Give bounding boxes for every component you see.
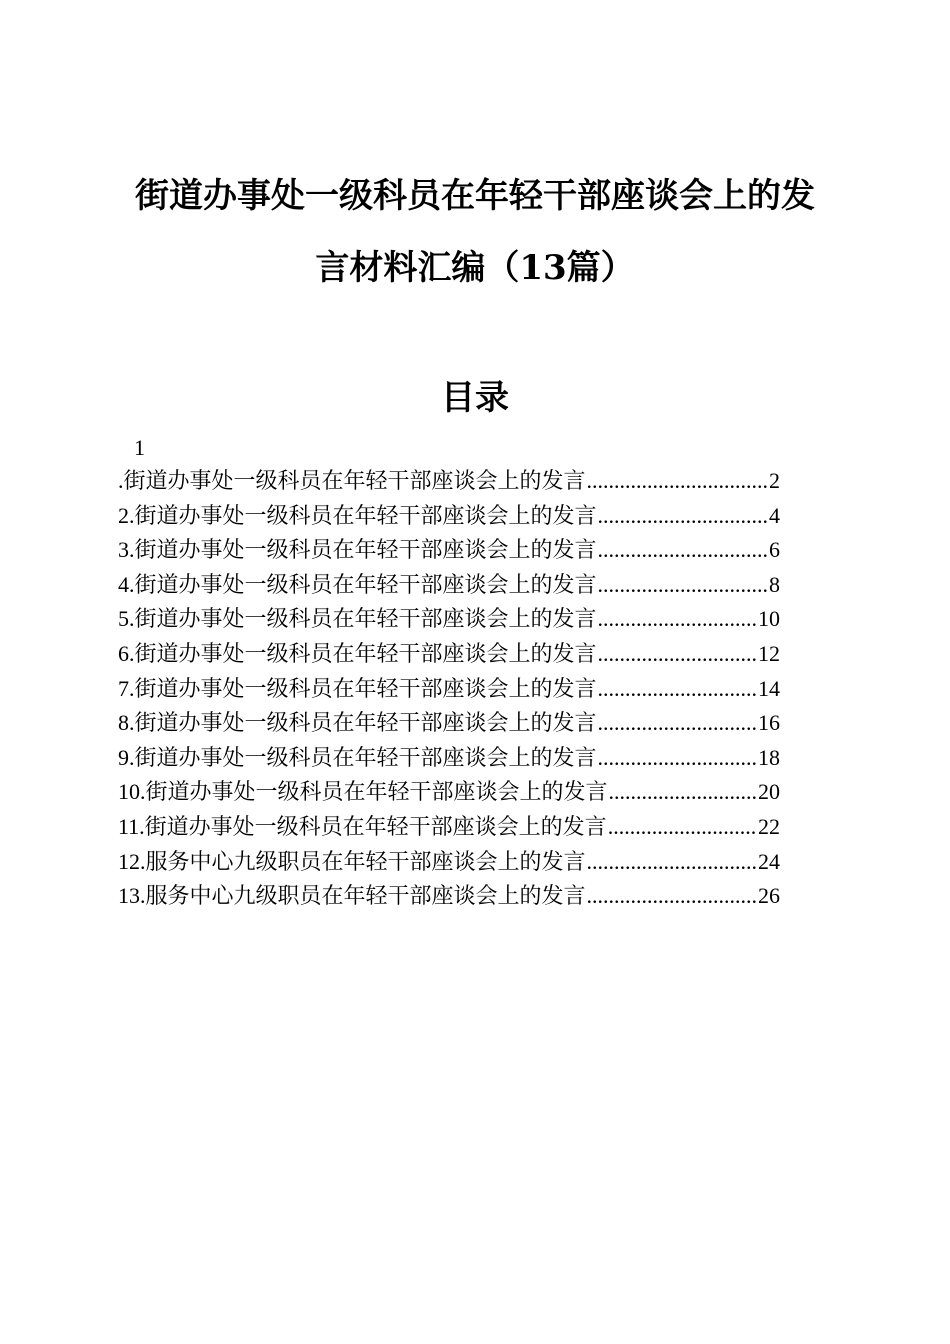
document-title-line-2: 言材料汇编（13篇） (315, 248, 635, 288)
toc-entry-page: 26 (758, 883, 780, 909)
toc-stray-number: 1 (134, 435, 145, 460)
toc-leader-dots (598, 706, 757, 741)
toc-entry[interactable] (118, 533, 780, 568)
toc-leader-dots (598, 602, 757, 637)
toc-entry[interactable] (118, 845, 780, 880)
toc-leader-dots (609, 775, 757, 810)
toc-leader-dots (598, 499, 768, 534)
toc-entry-page: 24 (758, 848, 780, 874)
toc-entry-page: 22 (758, 813, 780, 839)
toc-entry-label: 8.街道办事处一级科员在年轻干部座谈会上的发言 (118, 710, 597, 736)
toc-entry-label: 9.街道办事处一级科员在年轻干部座谈会上的发言 (118, 744, 597, 770)
toc-leader-dots (598, 637, 757, 672)
toc-entry-label: 12.服务中心九级职员在年轻干部座谈会上的发言 (118, 848, 586, 874)
table-of-contents (118, 432, 780, 914)
toc-entry-label: 11.街道办事处一级科员在年轻干部座谈会上的发言 (118, 813, 607, 839)
toc-leader-dots (598, 533, 768, 568)
toc-entry-label: 3.街道办事处一级科员在年轻干部座谈会上的发言 (118, 537, 597, 563)
toc-entry-label: .街道办事处一级科员在年轻干部座谈会上的发言 (118, 468, 586, 493)
toc-entry-label: 5.街道办事处一级科员在年轻干部座谈会上的发言 (118, 606, 597, 632)
toc-entry[interactable] (118, 499, 780, 534)
toc-entry-label: 4.街道办事处一级科员在年轻干部座谈会上的发言 (118, 571, 597, 597)
toc-entry[interactable] (118, 637, 780, 672)
toc-entry[interactable] (118, 706, 780, 741)
toc-leader-dots (608, 810, 757, 845)
toc-entry-page: 6 (769, 537, 780, 563)
toc-entry-label: 7.街道办事处一级科员在年轻干部座谈会上的发言 (118, 675, 597, 701)
toc-entry-page: 4 (769, 502, 780, 528)
toc-entry[interactable] (118, 672, 780, 707)
toc-leader-dots (598, 568, 768, 603)
toc-entry-label: 2.街道办事处一级科员在年轻干部座谈会上的发言 (118, 502, 597, 528)
toc-entry[interactable] (118, 602, 780, 637)
toc-entry[interactable] (118, 464, 780, 499)
toc-entry[interactable] (118, 810, 780, 845)
document-title-line-1: 街道办事处一级科员在年轻干部座谈会上的发 (135, 176, 815, 216)
toc-entry[interactable] (118, 741, 780, 776)
toc-entry-page: 16 (758, 710, 780, 736)
toc-leader-dots (587, 464, 768, 499)
toc-entry-page: 14 (758, 675, 780, 701)
toc-entry-label: 6.街道办事处一级科员在年轻干部座谈会上的发言 (118, 640, 597, 666)
toc-heading: 目录 (441, 378, 509, 418)
toc-entry-page: 2 (769, 468, 780, 493)
toc-leader-dots (587, 845, 757, 880)
toc-entry-page: 10 (758, 606, 780, 632)
toc-entry[interactable] (118, 775, 780, 810)
toc-entry-page: 20 (758, 779, 780, 805)
toc-entry-page: 18 (758, 744, 780, 770)
toc-entry[interactable] (118, 879, 780, 914)
toc-entry-page: 12 (758, 640, 780, 666)
toc-leader-dots (587, 879, 757, 914)
toc-entry-label: 10.街道办事处一级科员在年轻干部座谈会上的发言 (118, 779, 608, 805)
toc-leader-dots (598, 672, 757, 707)
toc-leader-dots (598, 741, 757, 776)
toc-entry-page: 8 (769, 571, 780, 597)
toc-entry-label: 13.服务中心九级职员在年轻干部座谈会上的发言 (118, 883, 586, 909)
toc-entry[interactable] (118, 568, 780, 603)
